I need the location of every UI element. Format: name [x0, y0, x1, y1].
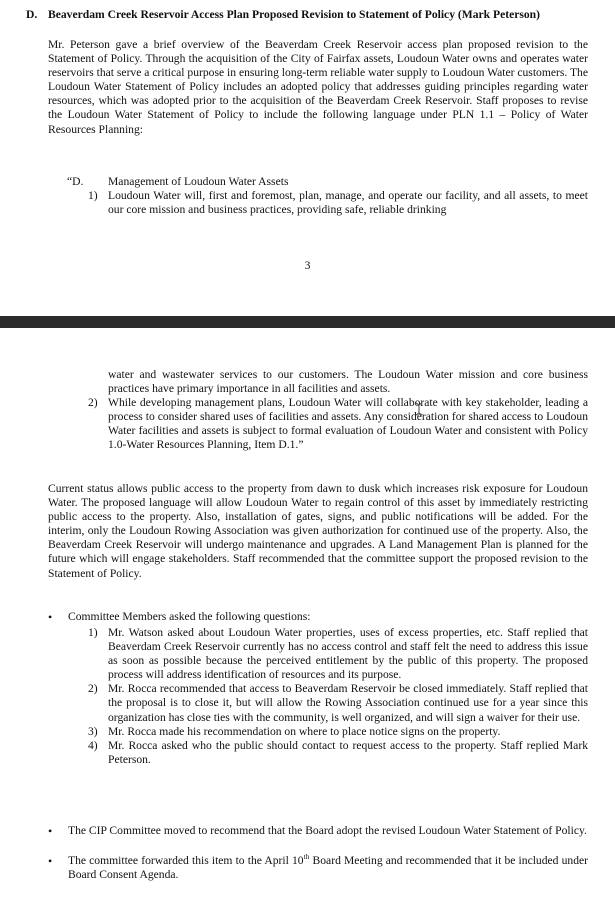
list-number: 1): [88, 626, 98, 639]
list-text: Mr. Rocca made his recommendation on where to place notice signs on the property.: [108, 724, 501, 738]
bullet-icon: •: [48, 824, 53, 838]
page-number: 3: [304, 259, 311, 272]
intro-paragraph: Mr. Peterson gave a brief overview of the Beaverdam Creek Reservoir access plan proposed revision to the Statement of Policy. Through the acquisition of the City of Fairfax assets, Loudoun Water owns and operates water reservoirs that serve a critical purpose in ensuring long-term reliable water supply to Loudoun Water customers. The Loudoun Water Statement of Policy includes an adopted policy that addresses guiding principles regarding water resources, which was adopted prior to the acquisition of the Beaverdam Creek Reservoir. Staff proposes to revise the Loudoun Water Statement of Policy to include the following language under PLN 1.1 – Policy of Water Resources Planning:: [48, 38, 588, 136]
bullet-text: [68, 854, 588, 882]
status-paragraph: Current status allows public access to the property from dawn to dusk which increases risk exposure for Loudoun Water. The proposed language will allow Loudoun Water to regain control of this asset by immediately restricting public access to the property. Also, installation of gates, signs, and public notifications will be added. For the interim, only the Loudoun Rowing Association was given authorization for continued use of the property. Also, the Beaverdam Creek Reservoir will undergo maintenance and upgrades. A Land Management Plan is planned for the future which will engage stakeholders. Staff recommended that the committee support the proposed revision to the Statement of Policy.: [48, 482, 588, 580]
forward-text-pre: The committee forwarded this item to the April 10: [68, 854, 304, 867]
bullet-text: Committee Members asked the following questions:: [68, 610, 311, 623]
questions-list: [88, 626, 588, 767]
ordinal-suffix: th: [303, 852, 310, 862]
bullet-icon: •: [48, 610, 53, 624]
quote-title: Management of Loudoun Water Assets: [108, 175, 289, 188]
quote-item-2: [88, 396, 588, 452]
bullet-text: The CIP Committee moved to recommend that the Board adopt the revised Loudoun Water Statement of Policy.: [68, 824, 587, 837]
quote-heading: [67, 175, 288, 189]
quote-item-1: [88, 189, 588, 217]
list-number: 2): [88, 682, 98, 696]
bullet-questions: [48, 610, 588, 624]
quote-item-1-continued: water and wastewater services to our customers. The Loudoun Water mission and core business practices have primary importance in all facilities and assets.: [108, 368, 588, 396]
list-item: [88, 682, 588, 724]
document-page-1: [0, 0, 615, 316]
list-item: [88, 626, 588, 682]
list-number: 2): [88, 396, 98, 409]
list-text: While developing management plans, Loudoun Water will collaborate with key stakeholder, leading a process to consider shared uses of facilities and assets. Any consideration for shared access to Loudoun Water facilities and assets is subject to formal evaluation of Loudoun Water and consistent with Policy 1.0-Water Resources Planning, Item D.1.”: [108, 396, 588, 452]
list-number: 1): [88, 189, 98, 202]
list-number: 3): [88, 724, 98, 738]
list-text: Loudoun Water will, first and foremost, plan, manage, and operate our facility, and all assets, to meet our core mission and business practices, providing safe, reliable drinking: [108, 189, 588, 217]
list-item: [88, 725, 588, 739]
list-number: 4): [88, 738, 98, 752]
list-text: Mr. Rocca asked who the public should contact to request access to the property. Staff replied Mark Peterson.: [108, 738, 588, 766]
bullet-board-forward: [48, 854, 588, 882]
page-divider: [0, 316, 615, 328]
quote-label: “D.: [67, 175, 84, 188]
section-heading: [26, 8, 592, 22]
list-item: [88, 739, 588, 767]
section-title: Beaverdam Creek Reservoir Access Plan Proposed Revision to Statement of Policy (Mark Peterson): [48, 8, 540, 21]
forward-text-post: Board Meeting and recommended that it be included under Board Consent Agenda.: [68, 854, 588, 882]
list-text: Mr. Watson asked about Loudoun Water properties, uses of excess properties, etc. Staff replied that Beaverdam Creek Reservoir currently has no access control and staff felt the need to address this issue as soon as possible because the perceived entitlement by the public of this property. The proposed process will address identification of resources and its purpose.: [108, 626, 588, 682]
text-cursor-icon: [414, 402, 424, 416]
list-text: Mr. Rocca recommended that access to Beaverdam Reservoir be closed immediately. Staff replied that the proposal is to close it, but will allow the Rowing Association continued use for a year since this organization has close ties with the community, is well organized, and will sign a waiver for their use.: [108, 682, 588, 724]
bullet-icon: •: [48, 854, 53, 868]
bullet-cip-motion: [48, 824, 588, 838]
section-letter: D.: [26, 8, 38, 21]
